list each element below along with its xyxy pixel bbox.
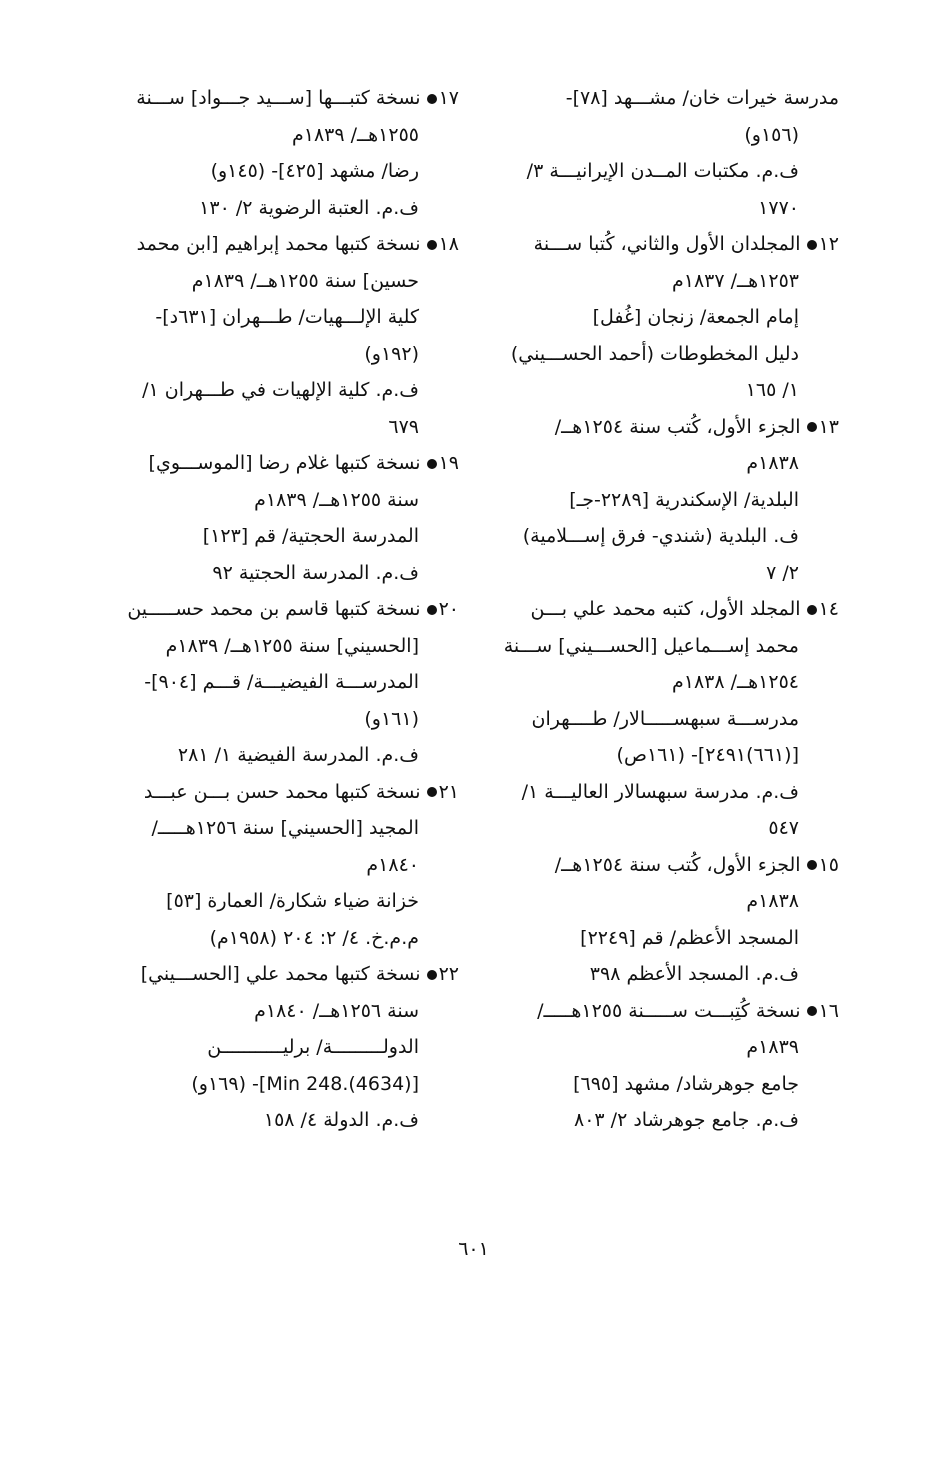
entry-line: محمد إســـماعيل [الحســـيني] ســـنة [503, 634, 799, 657]
entry-heading-line [122, 445, 459, 482]
entry-line: البلدية/ الإسكندرية [٢٢٨٩-جـ] [569, 488, 799, 511]
catalog-entry [502, 409, 839, 592]
bullet-icon [427, 94, 437, 104]
entry-line: ٦٧٩ [388, 415, 419, 438]
entry-line: ف.م. مكتبات المــدن الإيرانيـــة ٣/ [526, 160, 799, 182]
entry-line: حسين] سنة ١٢٥٥هــ/ ١٨٣٩م [191, 269, 419, 292]
entry-heading-line [122, 226, 459, 263]
entry-line-text: المجلدان الأول والثاني، كُتبا ســـنة [533, 233, 801, 255]
entry-line: ف.م. مدرسة سبهسالار العاليـــة ١/ [521, 780, 799, 803]
entry-line: خزانة ضياء شكارة/ العمارة [٥٣] [166, 890, 419, 912]
entry-line: ف.م. المدرسة الحجتية ٩٢ [212, 561, 419, 584]
catalog-entry [502, 847, 839, 993]
entry-line: ١٧٧٠ [758, 196, 799, 219]
entry-line: المسجد الأعظم/ قم [٢٢٤٩] [580, 926, 799, 949]
entry-heading-line [502, 591, 839, 628]
entry-heading-line [502, 226, 839, 263]
entry-line-text: الجزء الأول، كُتب سنة ١٢٥٤هــ/ [554, 415, 801, 438]
entry-number: ١٧ [438, 87, 459, 109]
entry-line: ف. البلدية (شندي- فرق إســـلامية) [522, 525, 799, 547]
entry-heading-line [122, 774, 459, 811]
entry-number: ١٥ [818, 853, 839, 876]
entry-line-text: المجلد الأول، كتبه محمد علي بـــن [530, 598, 801, 620]
catalog-entry [502, 591, 839, 847]
entry-number: ٢٢ [438, 963, 459, 985]
catalog-entry [122, 774, 459, 957]
entry-heading-line [122, 591, 459, 628]
catalog-entry [502, 993, 839, 1139]
entry-line: سنة ١٢٥٦هــ/ ١٨٤٠م [254, 999, 419, 1022]
entry-line-text: نسخة كتبها محمد حسن بـــن عبـــد [143, 780, 421, 803]
entry-line-text: نسخة كتبها محمد علي [الحســـيني] [140, 963, 421, 985]
entry-line: (١٥٦و) [744, 123, 799, 146]
entry-line: دليل المخطوطات (أحمد الحســـيني) [510, 342, 799, 365]
entry-heading-line [502, 847, 839, 884]
right-column [502, 80, 839, 1139]
entry-line: كلية الإلـــهيات/ طـــهران [٦٣١د]- [155, 306, 419, 328]
entry-line: ٢/ ٧ [766, 561, 799, 584]
entry-line: ف.م. العتبة الرضوية ٢/ ١٣٠ [199, 196, 419, 219]
entry-line: ١٨٣٩م [746, 1036, 799, 1058]
entry-line-text: الجزء الأول، كُتب سنة ١٢٥٤هــ/ [554, 853, 801, 876]
entry-line: ١٢٥٤هــ/ ١٨٣٨م [671, 671, 799, 693]
entry-line-text: نسخة كتبـــها [ســـيد جـــواد] ســـنة [136, 87, 421, 109]
bullet-icon [807, 1006, 817, 1016]
entry-number: ٢٠ [438, 598, 459, 620]
entry-number: ١٩ [438, 452, 459, 474]
catalog-entry [122, 80, 459, 226]
bullet-icon [427, 787, 437, 797]
entry-line: ١٢٥٥هــ/ ١٨٣٩م [291, 123, 419, 146]
entry-heading-line [502, 409, 839, 446]
entry-number: ١٦ [818, 999, 839, 1022]
entry-line: مدرسة خيرات خان/ مشـــهد [٧٨]- [565, 87, 839, 109]
entry-line: المدرسة الحجتية/ قم [١٢٣] [202, 525, 419, 547]
entry-line: رضا/ مشهد [٤٢٥]- (١٤٥و) [210, 160, 419, 182]
bullet-icon [427, 970, 437, 980]
entry-line-text: نسخة كتبها غلام رضا [الموســـوي] [148, 452, 421, 474]
entry-line-text: نسخة كتبها قاسم بن محمد حســـــين [127, 598, 421, 620]
entry-line: ١٨٣٨م [746, 452, 799, 474]
bullet-icon [427, 459, 437, 469]
entry-line: الدولـــــــــة/ برليـــــــــــن [207, 1036, 419, 1058]
entry-line: ١٨٣٨م [746, 890, 799, 912]
entry-line: م.م.خ. ٤/ ٢: ٢٠٤ (١٩٥٨م) [209, 926, 419, 949]
entry-line: سنة ١٢٥٥هــ/ ١٨٣٩م [254, 488, 419, 511]
entry-line: ف.م. المدرسة الفيضية ١/ ٢٨١ [177, 744, 419, 766]
entry-line: مدرســـة سبهســـــالار/ طــــهران [531, 707, 799, 730]
entry-line: إمام الجمعة/ زنجان [غُفل] [592, 306, 799, 328]
entry-number: ١٨ [438, 233, 459, 255]
entry-line: (١٩٢و) [364, 342, 419, 365]
entry-line: ف.م. الدولة ٤/ ١٥٨ [263, 1109, 419, 1131]
entry-line: [Min 248.(4634)]- (١٦٩و) [191, 1072, 419, 1095]
entry-line: ف.م. كلية الإلهيات في طـــهران ١/ [142, 379, 419, 401]
entry-heading-line [122, 956, 459, 993]
page-number: ٦٠١ [458, 1238, 489, 1260]
entry-line: ١٨٤٠م [366, 853, 419, 876]
catalog-entry [502, 226, 839, 409]
bullet-icon [427, 605, 437, 615]
entry-line-text: نسخة كُتِبـــت ســـــنة ١٢٥٥هـــــ/ [537, 999, 801, 1022]
entry-line: المجيد [الحسيني] سنة ١٢٥٦هـــــ/ [151, 817, 419, 839]
entry-number: ٢١ [438, 780, 459, 803]
entry-line: ف.م. المسجد الأعظم ٣٩٨ [589, 963, 799, 985]
bullet-icon [807, 605, 817, 615]
catalog-entry [122, 226, 459, 445]
entry-line: ف.م. جامع جوهرشاد ٢/ ٨٠٣ [573, 1109, 799, 1131]
entry-line: [(٦٦١)٢٤٩١]- (١٦١ص) [616, 744, 799, 766]
entry-line: المدرســـة الفيضيـــة/ قـــم [٩٠٤]- [144, 671, 419, 693]
bullet-icon [427, 240, 437, 250]
entry-line-text: نسخة كتبها محمد إبراهيم [ابن محمد [136, 233, 421, 255]
entry-heading-line [122, 80, 459, 117]
catalog-entry [122, 591, 459, 774]
bullet-icon [807, 860, 817, 870]
entry-number: ١٢ [818, 233, 839, 255]
catalog-entry [502, 80, 839, 226]
catalog-entry [122, 956, 459, 1139]
bullet-icon [807, 240, 817, 250]
bullet-icon [807, 422, 817, 432]
entry-number: ١٤ [818, 598, 839, 620]
entry-line: (١٦١و) [364, 707, 419, 730]
catalog-entry [122, 445, 459, 591]
entry-line: [الحسيني] سنة ١٢٥٥هــ/ ١٨٣٩م [165, 634, 419, 657]
entry-line: ٥٤٧ [768, 817, 799, 839]
entry-line: ١٢٥٣هــ/ ١٨٣٧م [671, 269, 799, 292]
entry-line: جامع جوهرشاد/ مشهد [٦٩٥] [573, 1072, 799, 1095]
entry-heading-line [502, 993, 839, 1030]
left-column [122, 80, 459, 1139]
entry-number: ١٣ [818, 415, 839, 438]
entry-line: ١/ ١٦٥ [745, 379, 799, 401]
